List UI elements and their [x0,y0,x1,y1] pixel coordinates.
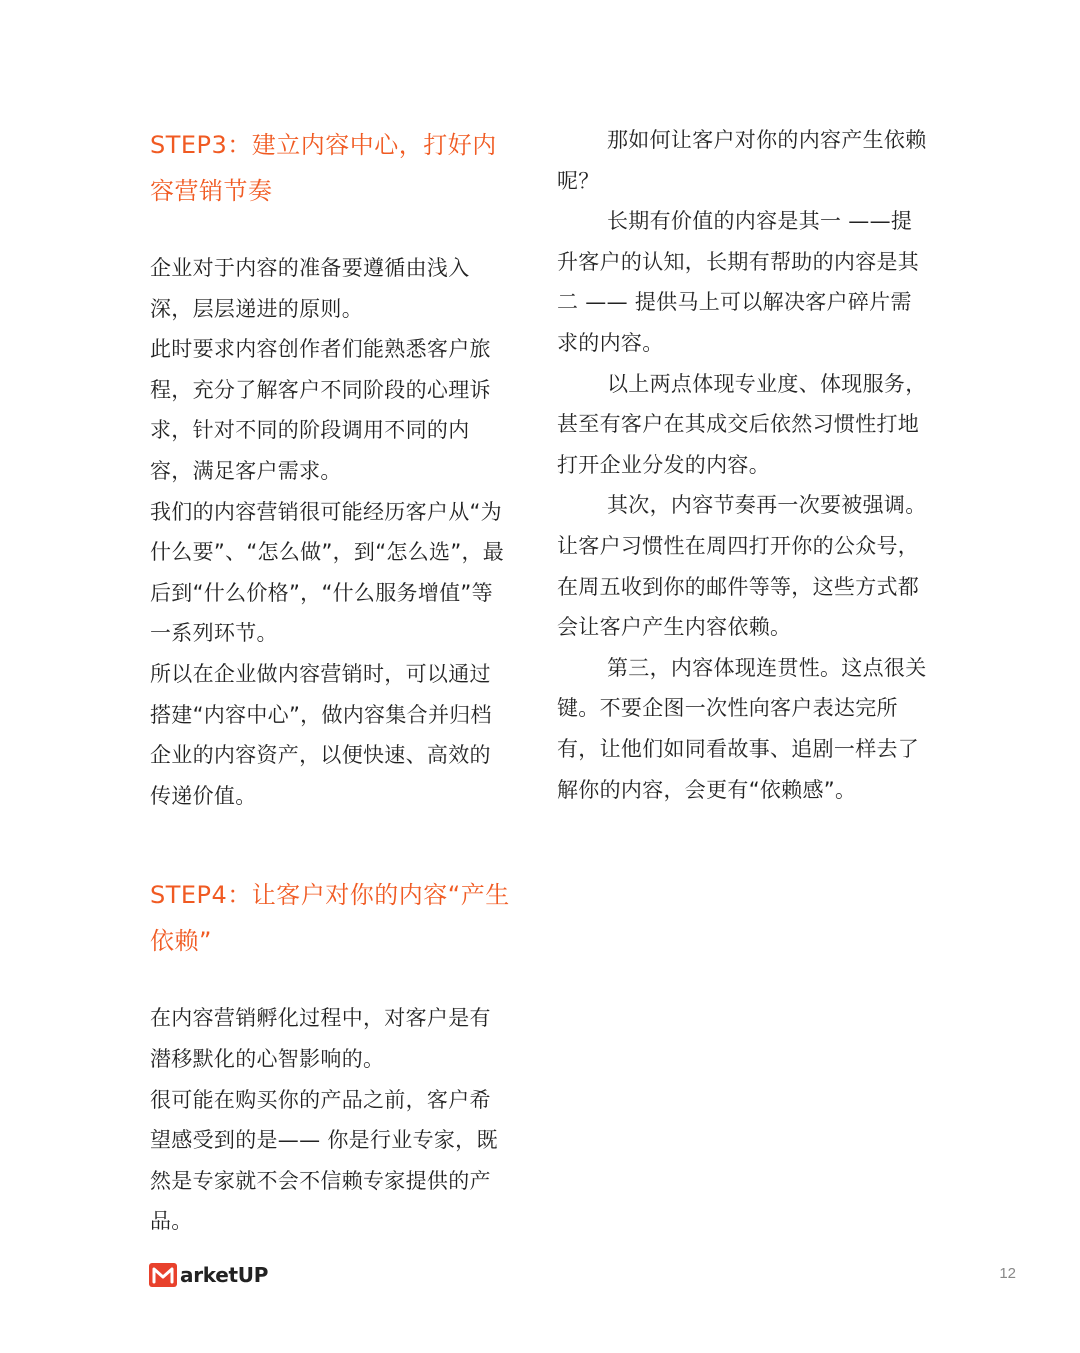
right-paragraph-2: 长期有价值的内容是其一 ——提升客户的认知，长期有帮助的内容是其二 —— 提供马上可以解决客户碎片需求的内容。 [557,209,920,355]
step3-paragraph-3: 我们的内容营销很可能经历客户从“为什么要”、“怎么做”，到“怎么选”，最后到“什么价格”，“什么服务增值”等一系列环节。 [150,499,505,646]
step4-heading: STEP4：让客户对你的内容“产生依赖” [150,881,510,956]
step3-paragraph-1: 企业对于内容的准备要遵循由浅入深，层层递进的原则。 [150,256,470,321]
left-column [150,122,510,1242]
step4-body [150,998,510,1242]
right-paragraph-1: 那如何让客户对你的内容产生依赖呢？ [557,128,927,193]
page-number: 12 [999,1265,1016,1282]
marketup-logo [148,1259,268,1291]
right-paragraph-4: 其次，内容节奏再一次要被强调。让客户习惯性在周四打开你的公众号，在周五收到你的邮件等等，这些方式都会让客户产生内容依赖。 [557,493,927,640]
logo-text: arketUP [180,1263,269,1287]
right-paragraph-3: 以上两点体现专业度、体现服务，甚至有客户在其成交后依然习惯性打地打开企业分发的内容。 [557,371,927,477]
step3-paragraph-2: 此时要求内容创作者们能熟悉客户旅程，充分了解客户不同阶段的心理诉求，针对不同的阶段调用不同的内容，满足客户需求。 [150,337,491,483]
step4-paragraph-2: 很可能在购买你的产品之前，客户希望感受到的是—— 你是行业专家，既然是专家就不会不信赖专家提供的产品。 [150,1087,498,1234]
step4-paragraph-1: 在内容营销孵化过程中，对客户是有潜移默化的心智影响的。 [150,1006,491,1071]
step3-body [150,248,510,816]
m-logo-icon [148,1260,178,1290]
right-column [557,120,929,810]
right-paragraph-5: 第三，内容体现连贯性。这点很关键。不要企图一次性向客户表达完所有，让他们如同看故事、追剧一样去了解你的内容，会更有“依赖感”。 [557,655,927,802]
step3-heading: STEP3：建立内容中心，打好内容营销节奏 [150,131,497,205]
step3-paragraph-4: 所以在企业做内容营销时，可以通过搭建“内容中心”，做内容集合并归档企业的内容资产，以便快速、高效的传递价值。 [150,661,492,808]
